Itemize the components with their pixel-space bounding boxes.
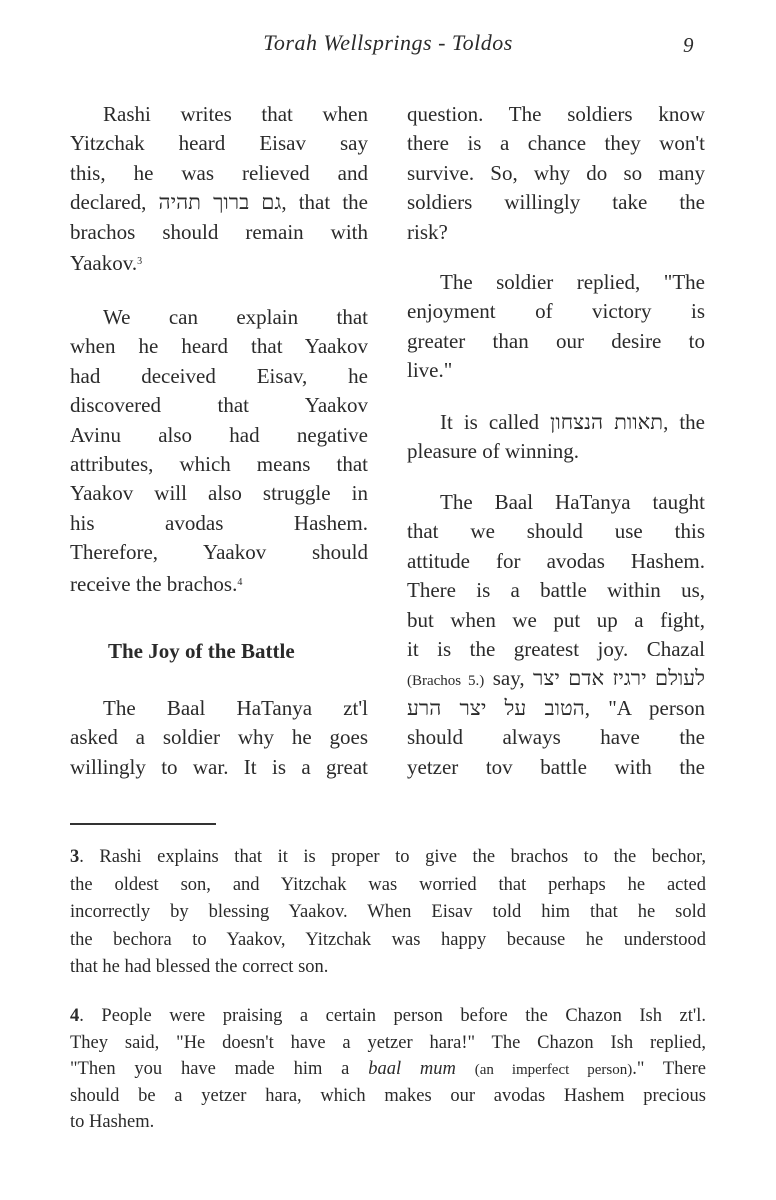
page-number: 9 <box>683 33 694 57</box>
footnote-3 <box>70 844 706 982</box>
text-span: say, לעולם ירגיז אדם יצר <box>484 666 705 691</box>
text-line: but when we put up a fight, <box>407 607 705 632</box>
paragraph <box>407 268 705 386</box>
text-line <box>70 1056 706 1083</box>
text-span: receive the brachos. <box>70 571 238 596</box>
text-span: "Then you have made him a <box>70 1059 369 1080</box>
footnote-4 <box>70 1003 706 1136</box>
text-span: . Rashi explains that it is proper to give the brachos to the bechor, <box>79 847 706 867</box>
text-line: brachos should remain with <box>70 219 368 244</box>
text-line: Yitzchak heard Eisav say <box>70 131 368 156</box>
text-span <box>456 1059 475 1079</box>
text-line: should always have the <box>407 725 705 750</box>
text-line: soldiers willingly take the <box>407 190 705 215</box>
footnote-ref: 4 <box>237 576 243 588</box>
paragraph <box>407 408 705 467</box>
text-line: it is the greatest joy. Chazal <box>407 636 705 661</box>
text-line: this, he was relieved and <box>70 160 368 185</box>
text-line: had deceived Eisav, he <box>70 363 368 388</box>
text-line: Therefore, Yaakov should <box>70 540 368 565</box>
text-line: survive. So, why do so many <box>407 160 705 185</box>
text-line: The Baal HaTanya taught <box>440 490 705 514</box>
text-line: yetzer tov battle with the <box>407 754 705 779</box>
footnote-ref: 3 <box>137 255 143 267</box>
text-line: the oldest son, and Yitzchak was worried that perhaps he acted <box>70 874 706 895</box>
text-line: to Hashem. <box>70 1112 155 1133</box>
paragraph <box>407 100 705 247</box>
text-line: his avodas Hashem. <box>70 510 368 535</box>
text-line: discovered that Yaakov <box>70 393 368 418</box>
text-span: . People were praising a certain person before the Chazon Ish zt'l. <box>79 1006 706 1026</box>
text-line: asked a soldier why he goes <box>70 725 368 750</box>
text-line: They said, "He doesn't have a yetzer hara!" The Chazon Ish replied, <box>70 1032 706 1053</box>
text-span: ." There <box>632 1059 706 1080</box>
text-line: attitude for avodas Hashem. <box>407 548 705 573</box>
text-line <box>407 664 705 693</box>
text-line: Rashi writes that when <box>103 102 368 126</box>
text-span: Yaakov. <box>70 250 138 275</box>
text-line: There is a battle within us, <box>407 578 705 603</box>
text-line: live." <box>407 358 453 383</box>
text-line: incorrectly by blessing Yaakov. When Eisav told him that he sold <box>70 902 706 923</box>
text-line: pleasure of winning. <box>407 439 580 464</box>
text-line <box>70 1003 706 1030</box>
text-line: risk? <box>407 219 448 244</box>
text-line: that we should use this <box>407 519 705 544</box>
text-line: We can explain that <box>103 305 368 329</box>
running-header-title: Torah Wellsprings - Toldos <box>263 30 513 55</box>
text-line: attributes, which means that <box>70 451 368 476</box>
text-span: 4 <box>70 1006 80 1026</box>
text-line <box>70 844 706 872</box>
text-span: (Brachos 5.) <box>407 673 485 690</box>
text-line <box>70 568 368 597</box>
section-heading: The Joy of the Battle <box>108 639 295 663</box>
text-line: Yaakov will also struggle in <box>70 481 368 506</box>
paragraph <box>407 488 705 782</box>
text-span: baal mum <box>368 1059 456 1080</box>
text-line: The Baal HaTanya zt'l <box>103 696 368 720</box>
paragraph <box>70 303 368 597</box>
text-line: הטוב על יצר הרע, "A person <box>407 695 705 720</box>
text-line: that he had blessed the correct son. <box>70 957 329 978</box>
text-line: willingly to war. It is a great <box>70 754 368 779</box>
text-line: It is called תאוות הנצחון, the <box>440 410 705 434</box>
text-line: there is a chance they won't <box>407 131 705 156</box>
paragraph <box>70 694 368 782</box>
paragraph <box>70 100 368 276</box>
text-line: when he heard that Yaakov <box>70 334 368 359</box>
text-line: declared, גם ברוך תהיה, that the <box>70 190 368 215</box>
text-line: should be a yetzer hara, which makes our avodas Hashem precious <box>70 1085 706 1106</box>
text-line: enjoyment of victory is <box>407 299 705 324</box>
text-line: greater than our desire to <box>407 328 705 353</box>
text-line: Avinu also had negative <box>70 422 368 447</box>
text-span: (an imperfect person) <box>474 1062 633 1079</box>
text-line: The soldier replied, "The <box>440 270 705 294</box>
text-line <box>70 247 368 276</box>
text-line: question. The soldiers know <box>407 102 705 126</box>
text-line: the bechora to Yaakov, Yitzchak was happy because he understood <box>70 929 706 950</box>
text-span: 3 <box>70 847 80 867</box>
footnote-divider <box>70 823 216 825</box>
